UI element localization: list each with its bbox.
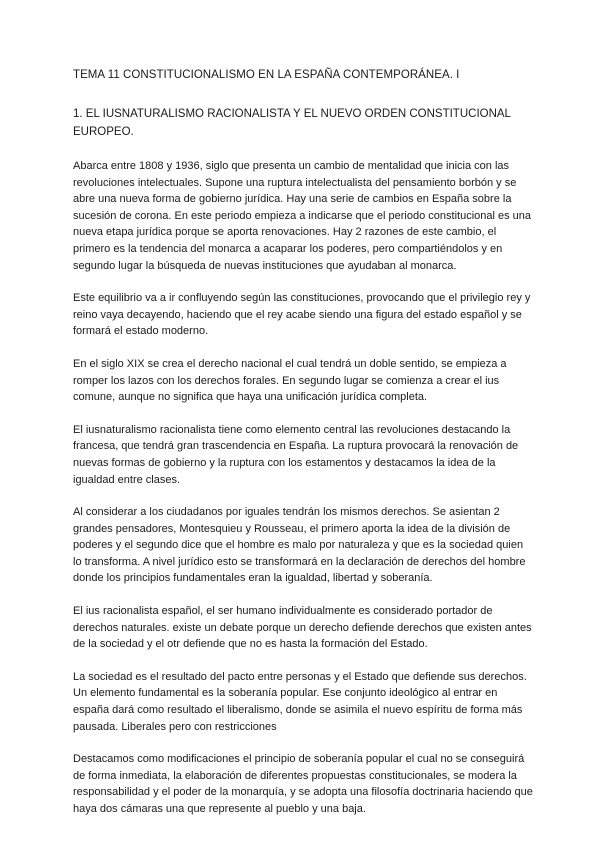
paragraph-8: Destacamos como modificaciones el principio de soberanía popular el cual no se conseguirá de forma inmediata, la elaboración de diferentes propuestas constitucionales, se modera la responsabilidad y el poder de la monarquía, y se adopta una filosofía doctrinaria haciendo que haya dos cámaras una que represente al pueblo y una baja.	[73, 753, 533, 815]
section-heading: 1. EL IUSNATURALISMO RACIONALISTA Y EL NUEVO ORDEN CONSTITUCIONAL EUROPEO.	[73, 108, 511, 138]
paragraph-3: En el siglo XIX se crea el derecho nacional el cual tendrá un doble sentido, se empieza a romper los lazos con los derechos forales. En segundo lugar se comienza a crear el ius comune, aunque no significa que haya una unificación jurídica completa.	[73, 357, 507, 404]
document-page	[73, 66, 533, 834]
paragraph-6: El ius racionalista español, el ser humano individualmente es considerado portador de derechos naturales. existe un debate porque un derecho defiende derechos que existen antes de la sociedad y el otr defiende que no es hasta la formación del Estado.	[73, 605, 532, 651]
paragraph-4: El iusnaturalismo racionalista tiene como elemento central las revoluciones destacando la francesa, que tendrá gran trascendencia en España. La ruptura provocará la renovación de nuevas formas de gobierno y la ruptura con los estamentos y destacamos la idea de la igualdad entre clases.	[73, 423, 519, 486]
document-title: TEMA 11 CONSTITUCIONALISMO EN LA ESPAÑA CONTEMPORÁNEA. I	[73, 69, 460, 81]
paragraph-2: Este equilibrio va a ir confluyendo según las constituciones, provocando que el privilegio rey y reino vaya decayendo, haciendo que el rey acabe siendo una figura del estado español y se formará el estado moderno.	[73, 292, 531, 338]
paragraph-7: La sociedad es el resultado del pacto entre personas y el Estado que defiende sus derechos. Un elemento fundamental es la soberanía popular. Ese conjunto ideológico al entrar en españa dará como resultado el liberalismo, donde se asimila el nuevo espíritu de forma más pausada. Liberales pero con restricciones	[73, 670, 527, 733]
paragraph-1: Abarca entre 1808 y 1936, siglo que presenta un cambio de mentalidad que inicia con las revoluciones intelectuales. Supone una ruptura intelectualista del pensamiento borbón y se abre una nueva forma de gobierno jurídica. Hay una serie de cambios en España sobre la sucesión de corona. En este periodo empieza a indicarse que el periodo constitucional es una nueva etapa jurídica porque se aporta renovaciones. Hay 2 razones de este cambio, el primero es la tendencia del monarca a acaparar los poderes, pero compartiéndolos y en segundo lugar la búsqueda de nuevas instituciones que ayudaban al monarca.	[73, 160, 532, 272]
paragraph-5: Al considerar a los ciudadanos por iguales tendrán los mismos derechos. Se asientan 2 grandes pensadores, Montesquieu y Rousseau, el primero aporta la idea de la división de poderes y el segundo dice que el hombre es malo por naturaleza y que es la sociedad quien lo transforma. A nivel jurídico esto se transformará en la declaración de derechos del hombre donde los principios fundamentales eran la igualdad, libertad y soberanía.	[73, 506, 526, 585]
